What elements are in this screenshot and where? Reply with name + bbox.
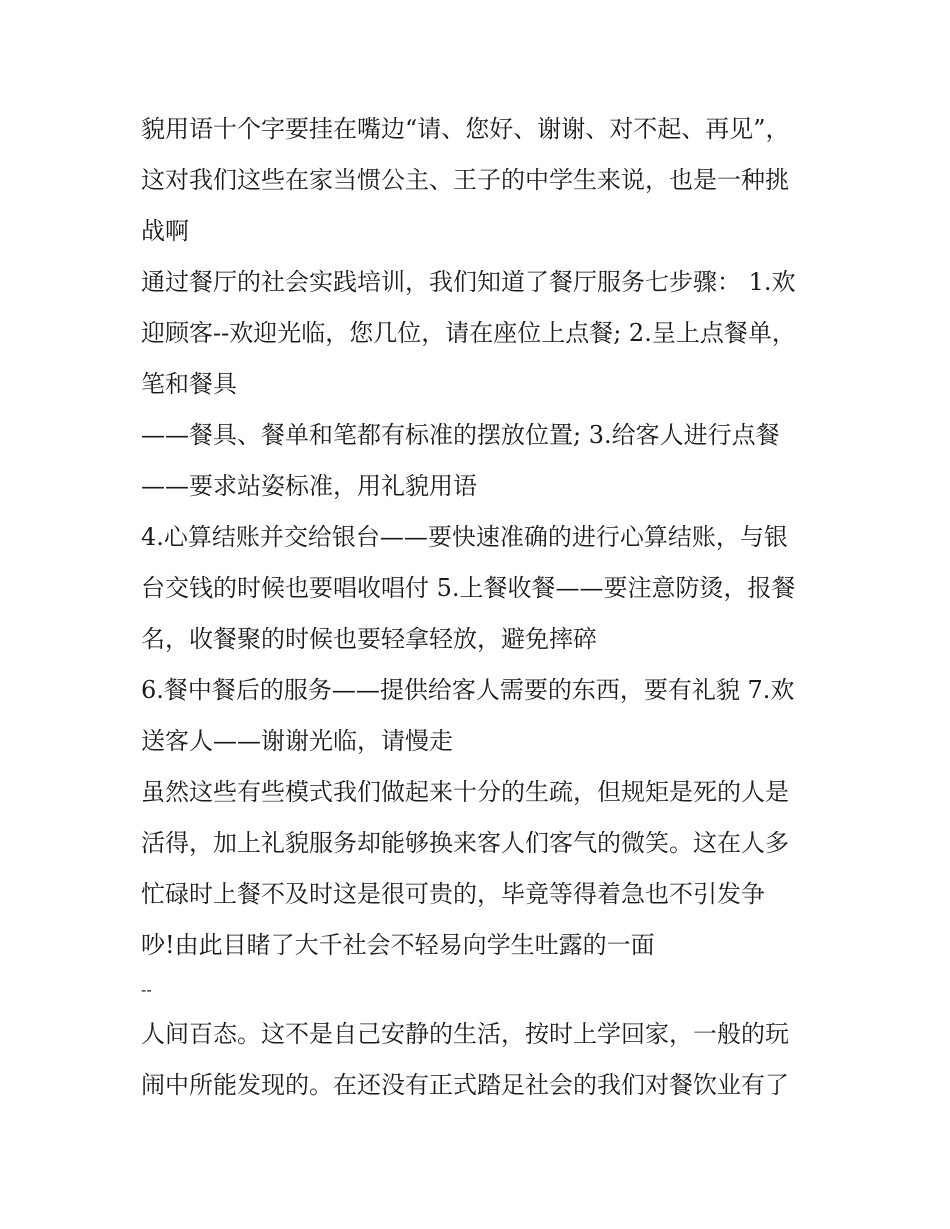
text-line: 貌用语十个字要挂在嘴边“请、您好、谢谢、对不起、再见”， xyxy=(141,115,790,143)
text-line: ——餐具、餐单和笔都有标准的摆放位置; 3.给客人进行点餐 xyxy=(141,421,780,449)
text-line: 战啊 xyxy=(141,217,189,245)
text-line: 忙碌时上餐不及时这是很可贵的，毕竟等得着急也不引发争 xyxy=(141,880,765,908)
text-line: 这对我们这些在家当惯公主、王子的中学生来说，也是一种挑 xyxy=(141,166,789,194)
text-line: 送客人——谢谢光临，请慢走 xyxy=(141,727,453,755)
text-line: 吵!由此目睹了大千社会不轻易向学生吐露的一面 xyxy=(141,931,655,959)
text-line: 虽然这些有些模式我们做起来十分的生疏，但规矩是死的人是 xyxy=(141,778,789,806)
separator-text: -- xyxy=(141,980,152,999)
text-line: 6.餐中餐后的服务——提供给客人需要的东西，要有礼貌 7.欢 xyxy=(141,676,795,704)
text-line: 名，收餐聚的时候也要轻拿轻放，避免摔碎 xyxy=(141,625,597,653)
text-line: 闹中所能发现的。在还没有正式踏足社会的我们对餐饮业有了 xyxy=(141,1071,789,1099)
text-line: 笔和餐具 xyxy=(141,370,237,398)
text-line: 通过餐厅的社会实践培训，我们知道了餐厅服务七步骤： 1.欢 xyxy=(141,268,796,296)
body-text xyxy=(141,104,821,1111)
text-line: 迎顾客--欢迎光临，您几位，请在座位上点餐; 2.呈上点餐单， xyxy=(141,319,796,347)
text-line: 台交钱的时候也要唱收唱付 5.上餐收餐——要注意防烫，报餐 xyxy=(141,574,796,602)
text-line: 人间百态。这不是自己安静的生活，按时上学回家，一般的玩 xyxy=(141,1020,789,1048)
text-line: 活得，加上礼貌服务却能够换来客人们客气的微笑。这在人多 xyxy=(141,829,789,857)
text-line: ——要求站姿标准，用礼貌用语 xyxy=(141,472,477,500)
text-line: 4.心算结账并交给银台——要快速准确的进行心算结账，与银 xyxy=(141,523,788,551)
